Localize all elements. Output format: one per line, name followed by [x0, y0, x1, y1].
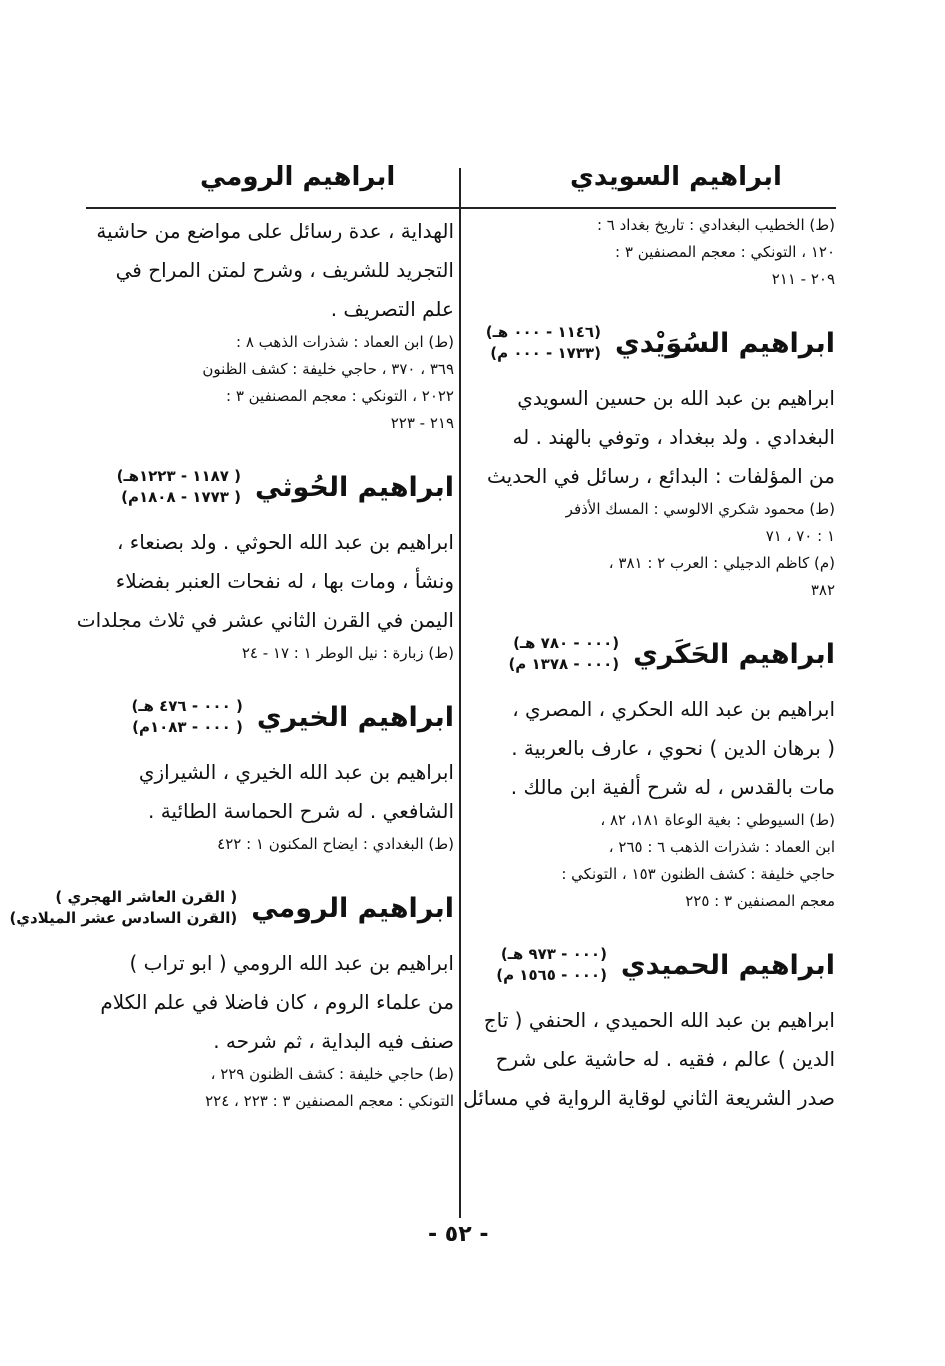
- entry-name: ابراهيم الحُوثي: [255, 471, 454, 503]
- note-line: معجم المصنفين ٣ : ٢٢٥: [685, 892, 835, 910]
- body-line: من علماء الروم ، كان فاضلا في علم الكلام: [100, 990, 454, 1014]
- body-line: الهداية ، عدة رسائل على مواضع من حاشية: [96, 219, 454, 243]
- entry-heading: [470, 315, 835, 371]
- note-line: ١٢٠ ، التونكي : معجم المصنفين ٣ :: [615, 243, 835, 261]
- body-line: ابراهيم بن عبد الله الرومي ( ابو تراب ): [129, 951, 454, 975]
- note-line: ٢١٩ - ٢٢٣: [390, 414, 454, 432]
- date-hijri: ( القرن العاشر الهجري ): [55, 888, 238, 906]
- note-line: (ط) حاجي خليفة : كشف الظنون ٢٢٩ ،: [210, 1065, 454, 1083]
- page-number: - ٥٢ -: [428, 1222, 489, 1247]
- body-line: ابراهيم بن عبد الله الخيري ، الشيرازي: [138, 760, 454, 784]
- entry-dates: [9, 887, 237, 929]
- note-line: ٢٠٢٢ ، التونكي : معجم المصنفين ٣ :: [225, 387, 454, 405]
- entry-name: ابراهيم السُوَيْدي: [614, 327, 835, 359]
- entry-name: ابراهيم الحميدي: [620, 949, 835, 981]
- body-line: من المؤلفات : البدائع ، رسائل في الحديث: [487, 464, 835, 488]
- right-column: [463, 212, 835, 1118]
- note-line: (ط) السيوطي : بغية الوعاة ١٨١، ٨٢ ،: [600, 811, 835, 829]
- body-line: البغدادي . ولد ببغداد ، وتوفي بالهند . له: [512, 425, 835, 449]
- body-line: ابراهيم بن عبد الله الحميدي ، الحنفي ( تاج: [483, 1008, 835, 1032]
- note-line: ١ : ٧٠ ، ٧١: [765, 527, 835, 545]
- note-line: (ط) زبارة : نيل الوطر ١ : ١٧ - ٢٤: [241, 644, 454, 662]
- header-rule: [86, 207, 836, 209]
- body-line: مات بالقدس ، له شرح ألفية ابن مالك .: [510, 775, 835, 799]
- note-line: (ط) ابن العماد : شذرات الذهب ٨ :: [235, 333, 454, 351]
- note-line: (م) كاظم الدجيلي : العرب ٢ : ٣٨١ ،: [608, 554, 835, 572]
- date-gregorian: (القرن السادس عشر الميلادي): [9, 909, 238, 927]
- note-line: حاجي خليفة : كشف الظنون ١٥٣ ، التونكي :: [561, 865, 835, 883]
- date-gregorian: ( ٠٠٠ - ١٠٨٣م): [132, 718, 243, 736]
- entry-dates: [508, 633, 619, 675]
- body-line: الدين ) عالم ، فقيه . له حاشية على شرح: [495, 1047, 835, 1071]
- column-divider: [459, 168, 461, 1218]
- note-line: التونكي : معجم المصنفين ٣ : ٢٢٣ ، ٢٢٤: [205, 1092, 454, 1110]
- date-hijri: ( ١١٨٧ - ١٢٢٣هـ): [116, 467, 241, 485]
- entry-heading: [9, 880, 454, 936]
- entry-heading: [470, 937, 835, 993]
- date-hijri: (٠٠٠ - ٩٧٣ هـ): [500, 945, 607, 963]
- entry-name: ابراهيم الحَكَري: [633, 638, 835, 670]
- note-line: (ط) الخطيب البغدادي : تاريخ بغداد ٦ :: [596, 216, 835, 234]
- date-gregorian: (٠٠٠ - ١٣٧٨ م): [508, 655, 620, 673]
- entry-dates: [117, 466, 241, 508]
- body-line: صنف فيه البداية ، ثم شرحه .: [213, 1029, 454, 1053]
- date-gregorian: (٠٠٠ - ١٥٦٥ م): [496, 966, 607, 984]
- date-hijri: (٠٠٠ - ٧٨٠ هـ): [513, 634, 620, 652]
- note-line: ٣٦٩ ، ٣٧٠ ، حاجي خليفة : كشف الظنون: [202, 360, 454, 378]
- running-header-right: ابراهيم السويدي: [570, 162, 782, 192]
- left-column: [9, 212, 454, 1115]
- body-line: ( برهان الدين ) نحوي ، عارف بالعربية .: [511, 736, 835, 760]
- body-line: ابراهيم بن عبد الله بن حسين السويدي: [517, 386, 835, 410]
- note-line: ٣٨٢: [810, 581, 835, 599]
- note-line: ابن العماد : شذرات الذهب ٦ : ٢٦٥ ،: [608, 838, 835, 856]
- entry-dates: [132, 696, 243, 738]
- body-line: التجريد للشريف ، وشرح لمتن المراح في: [115, 258, 454, 282]
- body-line: ابراهيم بن عبد الله الحكري ، المصري ،: [512, 697, 835, 721]
- body-line: علم التصريف .: [330, 297, 454, 321]
- entry-dates: [486, 322, 601, 364]
- running-header-left: ابراهيم الرومي: [200, 162, 396, 192]
- body-line: اليمن في القرن الثاني عشر في ثلاث مجلدات: [76, 608, 454, 632]
- entry-name: ابراهيم الخيري: [256, 701, 454, 733]
- entry-name: ابراهيم الرومي: [251, 892, 454, 924]
- date-gregorian: (١٧٣٣ - ٠٠٠ م): [490, 344, 601, 362]
- entry-dates: [496, 944, 607, 986]
- entry-heading: [88, 689, 454, 745]
- date-hijri: (١١٤٦ - ٠٠٠ هـ): [485, 323, 601, 341]
- date-gregorian: ( ١٧٧٣ - ١٨٠٨م): [121, 488, 241, 506]
- body-line: ابراهيم بن عبد الله الحوثي . ولد بصنعاء ،: [116, 530, 454, 554]
- entry-heading: [470, 626, 835, 682]
- note-line: ٢٠٩ - ٢١١: [771, 270, 835, 288]
- body-line: صدر الشريعة الثاني لوقاية الرواية في مسائل: [463, 1086, 835, 1110]
- date-hijri: ( ٠٠٠ - ٤٧٦ هـ): [131, 697, 243, 715]
- body-line: ونشأ ، ومات بها ، له نفحات العنبر بفضلاء: [115, 569, 454, 593]
- note-line: (ط) محمود شكري الالوسي : المسك الأذفر: [565, 500, 835, 518]
- body-line: الشافعي . له شرح الحماسة الطائية .: [147, 799, 454, 823]
- entry-heading: [88, 459, 454, 515]
- note-line: (ط) البغدادي : ايضاح المكنون ١ : ٤٢٢: [217, 835, 454, 853]
